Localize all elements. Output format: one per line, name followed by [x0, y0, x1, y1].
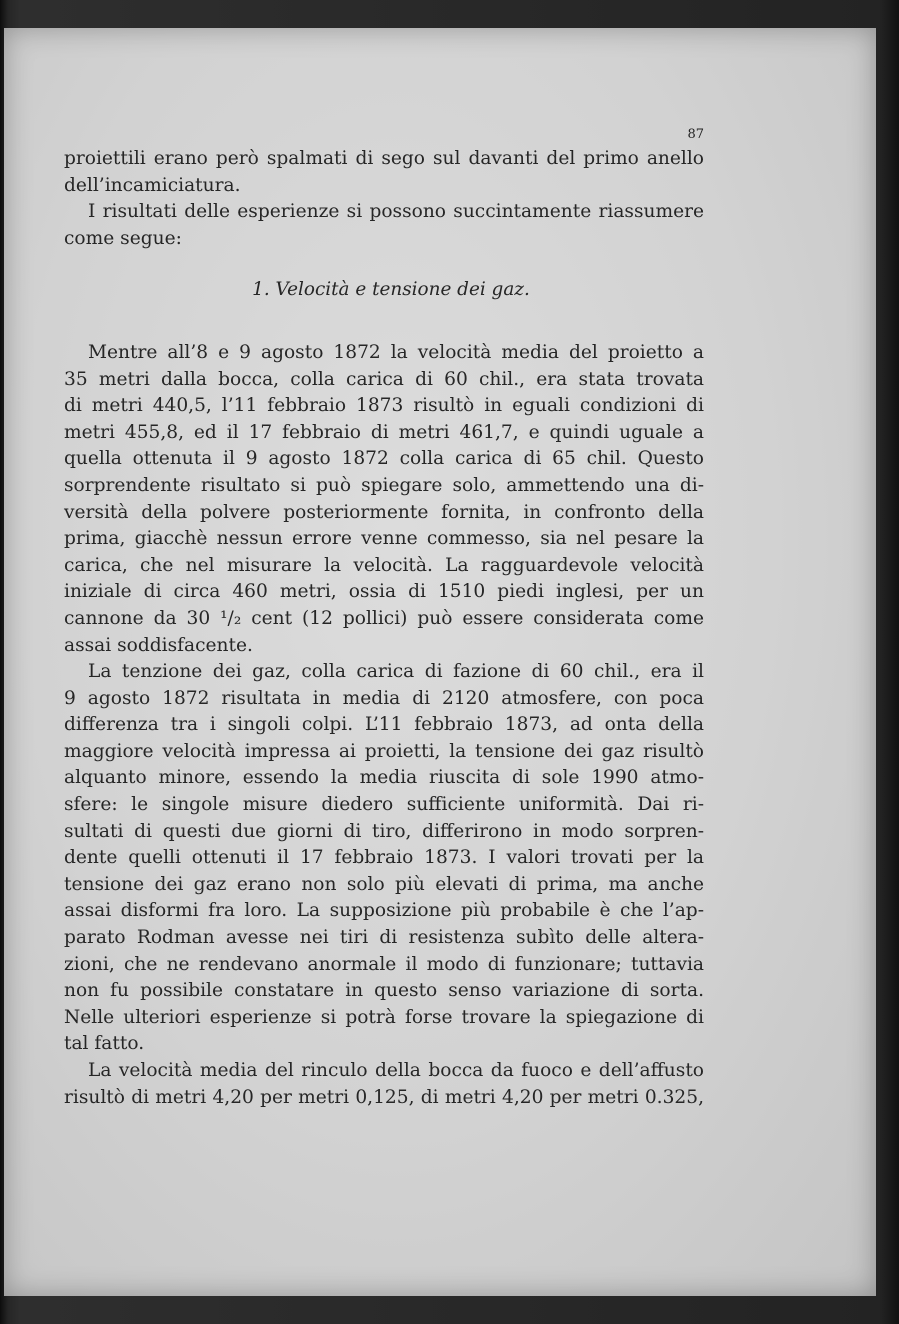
text-line: carica, che nel misurare la velocità. La ragguardevole velocità — [64, 554, 704, 576]
intro-paragraph — [64, 146, 704, 252]
text-line: differenza tra i singoli colpi. L’11 febbraio 1873, ad onta della — [64, 714, 704, 736]
paragraph-gas-tension — [64, 659, 704, 1058]
text-line: zioni, che ne rendevano anormale il modo di funzionare; tuttavia — [64, 953, 704, 975]
text-line: Nelle ulteriori esperienze si potrà forse trovare la spiegazione di — [64, 1006, 704, 1028]
text-line: versità della polvere posteriormente fornita, in confronto della — [64, 501, 704, 523]
text-line: quella ottenuta il 9 agosto 1872 colla carica di 65 chil. Questo — [64, 448, 704, 470]
text-line: proiettili erano però spalmati di sego sul davanti del primo anello — [64, 148, 704, 169]
text-line: cannone da 30 ¹/₂ cent (12 pollici) può essere considerata come — [64, 607, 704, 629]
paragraph-recoil — [64, 1058, 704, 1111]
text-line: come segue: — [64, 227, 182, 249]
text-line: assai disformi fra loro. La supposizione più probabile è che l’ap- — [64, 900, 704, 922]
text-line: sfere: le singole misure diedero sufficiente uniformità. Dai ri- — [64, 794, 704, 816]
text-line: sultati di questi due giorni di tiro, differirono in modo sorpren- — [64, 820, 704, 842]
text-line: La tenzione dei gaz, colla carica di fazione di 60 chil., era il — [88, 661, 704, 683]
text-line: non fu possibile constatare in questo senso variazione di sorta. — [64, 980, 704, 1002]
text-line: parato Rodman avesse nei tiri di resistenza subìto delle altera- — [64, 927, 704, 949]
text-line: dente quelli ottenuti il 17 febbraio 1873. I valori trovati per la — [64, 847, 704, 869]
text-line: di metri 440,5, l’11 febbraio 1873 risultò in eguali condizioni di — [64, 395, 704, 417]
text-line: 35 metri dalla bocca, colla carica di 60 chil., era stata trovata — [64, 368, 704, 390]
text-line: iniziale di circa 460 metri, ossia di 1510 piedi inglesi, per un — [64, 581, 704, 603]
text-line: assai soddisfacente. — [64, 634, 253, 656]
text-line: prima, giacchè nessun errore venne commesso, sia nel pesare la — [64, 528, 704, 550]
section-heading: 1. Velocità e tensione dei gaz. — [252, 279, 530, 301]
paragraph-velocity — [64, 340, 704, 659]
text-line: risultò di metri 4,20 per metri 0,125, di metri 4,20 per metri 0.325, — [64, 1086, 704, 1108]
page-number: 87 — [687, 127, 704, 142]
text-line: tal fatto. — [64, 1033, 145, 1055]
page-text — [64, 146, 704, 1111]
text-line: La velocità media del rinculo della bocca da fuoco e dell’affusto — [88, 1060, 704, 1081]
text-line: metri 455,8, ed il 17 febbraio di metri 461,7, e quindi uguale a — [64, 421, 704, 443]
text-line: maggiore velocità impressa ai proietti, la tensione dei gaz risultò — [64, 740, 704, 762]
text-line: tensione dei gaz erano non solo più elevati di prima, ma anche — [64, 873, 704, 895]
text-line: alquanto minore, essendo la media riuscita di sole 1990 atmo- — [64, 767, 704, 789]
text-line: Mentre all’8 e 9 agosto 1872 la velocità media del proietto a — [88, 341, 704, 363]
text-line: dell’incamiciatura. — [64, 174, 241, 196]
text-line: I risultati delle esperienze si possono succintamente riassumere — [88, 201, 704, 223]
text-line: sorprendente risultato si può spiegare solo, ammettendo una di- — [64, 474, 704, 496]
text-line: 9 agosto 1872 risultata in media di 2120 atmosfere, con poca — [64, 687, 704, 709]
